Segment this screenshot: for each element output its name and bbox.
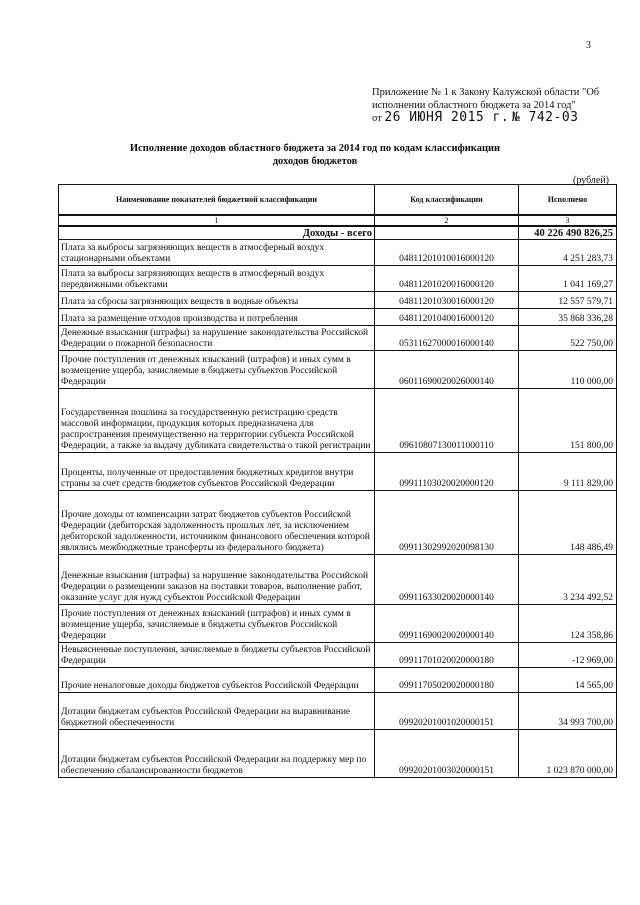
table-row — [59, 389, 617, 453]
row-name: Прочие доходы от компенсации затрат бюджетов субъектов Российской Федерации (дебиторская задолженность прошлых лет, за исключением дебиторской задолженности, источником финансового обеспечения которой являлись межбюджетные трансферты из федерального бюджета) — [59, 491, 375, 555]
table-row — [59, 240, 617, 266]
row-value: 1 023 870 000,00 — [519, 730, 617, 778]
row-value: 3 234 492,52 — [519, 555, 617, 605]
table-row — [59, 309, 617, 326]
row-code: 09610807130011000110 — [375, 389, 519, 453]
total-label: Доходы - всего — [59, 226, 375, 240]
row-name: Невыясненные поступления, зачисляемые в бюджеты субъектов Российской Федерации — [59, 643, 375, 668]
row-name: Плата за выбросы загрязняющих веществ в атмосферный воздух стационарными объектами — [59, 240, 375, 266]
unit-label: (рублей) — [573, 175, 610, 186]
total-row — [59, 226, 617, 240]
row-value: 12 557 579,71 — [519, 292, 617, 309]
row-code: 06011690020026000140 — [375, 351, 519, 389]
row-code: 04811201010016000120 — [375, 240, 519, 266]
table-row — [59, 643, 617, 668]
row-value: 4 251 283,73 — [519, 240, 617, 266]
date-prefix: от — [372, 113, 382, 124]
appendix-text: Приложение № 1 к Закону Калужской области "Об исполнении областного бюджета за 2014 год" — [372, 87, 600, 111]
header-value: Исполнено — [519, 185, 617, 216]
row-value: 34 993 700,00 — [519, 693, 617, 730]
row-name: Плата за сбросы загрязняющих веществ в водные объекты — [59, 292, 375, 309]
row-name: Дотации бюджетам субъектов Российской Федерации на поддержку мер по обеспечению сбалансированности бюджетов — [59, 730, 375, 778]
table-header-row — [59, 185, 617, 216]
total-code — [375, 226, 519, 240]
table-row — [59, 266, 617, 292]
row-code: 04811201020016000120 — [375, 266, 519, 292]
row-value: 14 565,00 — [519, 668, 617, 693]
table-row — [59, 351, 617, 389]
row-name: Денежные взыскания (штрафы) за нарушение законодательства Российской Федерации о размещении заказов на поставки товаров, выполнение работ, оказание услуг для нужд субъектов Российской Федерации — [59, 555, 375, 605]
row-name: Проценты, полученные от предоставления бюджетных кредитов внутри страны за счет средств бюджетов субъектов Российской Федерации — [59, 453, 375, 491]
table-row — [59, 668, 617, 693]
page-number: 3 — [586, 40, 591, 51]
row-value: 151 800,00 — [519, 389, 617, 453]
col-number: 3 — [519, 215, 617, 226]
row-code: 09911705020020000180 — [375, 668, 519, 693]
row-code: 09920201001020000151 — [375, 693, 519, 730]
row-value: 124 358,86 — [519, 605, 617, 643]
row-name: Дотации бюджетам субъектов Российской Федерации на выравнивание бюджетной обеспеченности — [59, 693, 375, 730]
total-value: 40 226 490 826,25 — [519, 226, 617, 240]
row-value: -12 969,00 — [519, 643, 617, 668]
table-row — [59, 693, 617, 730]
row-code: 09920201003020000151 — [375, 730, 519, 778]
table-row — [59, 326, 617, 351]
row-code: 09911103020020000120 — [375, 453, 519, 491]
row-value: 148 486,49 — [519, 491, 617, 555]
header-name: Наименование показателей бюджетной классификации — [59, 185, 375, 216]
appendix-date — [372, 110, 578, 125]
document-title: Исполнение доходов областного бюджета за 2014 год по кодам классификации доходов бюджетов — [129, 143, 501, 167]
col-number: 2 — [375, 215, 519, 226]
row-code: 09911633020020000140 — [375, 555, 519, 605]
table-row — [59, 491, 617, 555]
row-code: 04811201040016000120 — [375, 309, 519, 326]
row-code: 05311627000016000140 — [375, 326, 519, 351]
row-code: 09911701020020000180 — [375, 643, 519, 668]
row-code: 09911690020020000140 — [375, 605, 519, 643]
row-name: Денежные взыскания (штрафы) за нарушение законодательства Российской Федерации о пожарной безопасности — [59, 326, 375, 351]
row-value: 1 041 169,27 — [519, 266, 617, 292]
row-value: 35 868 336,28 — [519, 309, 617, 326]
row-value: 522 750,00 — [519, 326, 617, 351]
row-name: Прочие неналоговые доходы бюджетов субъектов Российской Федерации — [59, 668, 375, 693]
row-value: 9 111 829,00 — [519, 453, 617, 491]
date-stamp: 26 ИЮНЯ 2015 г. — [384, 110, 510, 125]
table-row — [59, 292, 617, 309]
column-number-row — [59, 215, 617, 226]
row-name: Плата за размещение отходов производства и потребления — [59, 309, 375, 326]
table-row — [59, 555, 617, 605]
row-name: Прочие поступления от денежных взысканий (штрафов) и иных сумм в возмещение ущерба, зачисляемые в бюджеты субъектов Российской Федерации — [59, 605, 375, 643]
row-name: Прочие поступления от денежных взысканий (штрафов) и иных сумм в возмещение ущерба, зачисляемые в бюджеты субъектов Российской Федерации — [59, 351, 375, 389]
table-row — [59, 605, 617, 643]
revenue-table — [58, 184, 617, 778]
row-code: 09911302992020098130 — [375, 491, 519, 555]
header-code: Код классификации — [375, 185, 519, 216]
col-number: 1 — [59, 215, 375, 226]
row-value: 110 000,00 — [519, 351, 617, 389]
row-name: Государственная пошлина за государственную регистрацию средств массовой информации, продукция которых предназначена для распространения преимущественно на территории субъекта Российской Федерации, а также за выдачу дубликата свидетельства о такой регистрации — [59, 389, 375, 453]
table-row — [59, 453, 617, 491]
row-code: 04811201030016000120 — [375, 292, 519, 309]
table-row — [59, 730, 617, 778]
row-name: Плата за выбросы загрязняющих веществ в атмосферный воздух передвижными объектами — [59, 266, 375, 292]
number-stamp: № 742-03 — [511, 110, 579, 125]
